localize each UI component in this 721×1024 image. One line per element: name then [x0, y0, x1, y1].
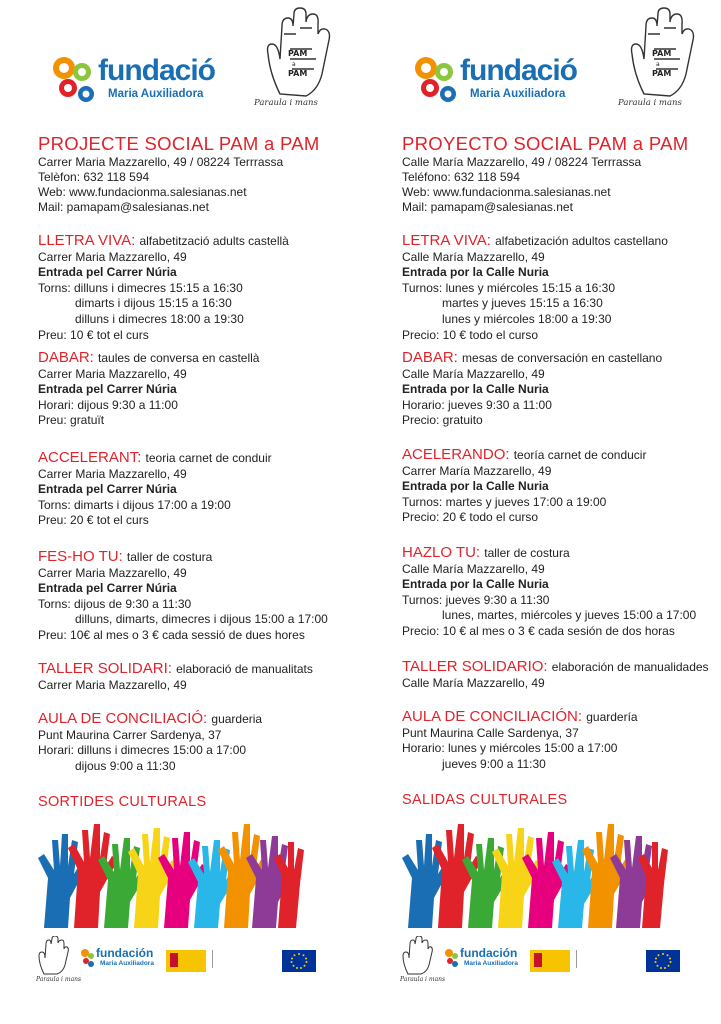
section-heading: ACELERANDO: teoría carnet de conducir: [402, 446, 647, 463]
ministry-logo-2: [212, 950, 252, 968]
fund-word: fundación: [96, 946, 154, 960]
section-price: Preu: 10 € tot el curs: [38, 327, 149, 342]
section-address: Carrer María Mazzarello, 49: [402, 463, 552, 478]
svg-text:PAM: PAM: [288, 49, 308, 58]
schedule-line: Turnos: martes y jueves 17:00 a 19:00: [402, 494, 607, 509]
section-taller-solidario: [402, 659, 709, 691]
hand-logo-icon: [260, 4, 340, 104]
section-fes-ho-tu: [38, 549, 328, 644]
section-entrance: Entrada por la Calle Nuria: [402, 479, 549, 494]
section-letra-viva: [402, 233, 668, 343]
contact-block: [402, 155, 641, 215]
page-title: PROYECTO SOCIAL PAM a PAM: [402, 133, 689, 154]
section-aula-conciliacio: [38, 711, 262, 774]
svg-text:PAM: PAM: [652, 49, 672, 58]
ministry-logo-2: [576, 950, 616, 968]
page-title: PROJECTE SOCIAL PAM a PAM: [38, 133, 320, 154]
schedule-line: lunes, martes, miércoles y jueves 15:00 a 17:00: [442, 608, 697, 623]
hand-caption: Paraula i mans: [254, 98, 318, 108]
section-heading: LLETRA VIVA: alfabetització adults castellà: [38, 232, 289, 249]
fund-sub: Maria Auxiliadora: [100, 960, 154, 967]
logo-subtitle: Maria Auxiliadora: [108, 88, 204, 100]
schedule-line: Horario: lunes y miércoles 15:00 a 17:00: [402, 741, 618, 756]
fundacio-logo: [48, 52, 238, 108]
section-heading: DABAR: mesas de conversación en castellano: [402, 349, 663, 366]
section-address: Carrer Maria Mazzarello, 49: [38, 677, 187, 692]
swirl-logo-icon: [48, 52, 102, 106]
schedule-line: Turnos: jueves 9:30 a 11:30: [402, 592, 550, 607]
section-address: Punt Maurina Carrer Sardenya, 37: [38, 727, 222, 742]
section-lletra-viva: [38, 233, 289, 343]
schedule-line: Turnos: lunes y miércoles 15:15 a 16:30: [402, 280, 616, 295]
svg-text:PAM: PAM: [652, 69, 672, 78]
section-entrance: Entrada por la Calle Nuria: [402, 577, 549, 592]
schedule-line: Horario: jueves 9:30 a 11:00: [402, 397, 552, 412]
section-address: Calle María Mazzarello, 49: [402, 561, 545, 576]
section-entrance: Entrada pel Carrer Núria: [38, 581, 177, 596]
colorful-hands-image: [398, 818, 668, 928]
fundacion-logo-small: [80, 946, 158, 976]
schedule-line: lunes y miércoles 18:00 a 19:30: [442, 311, 612, 326]
swirl-small-icon: [80, 948, 96, 968]
cultural-outings-title: SORTIDES CULTURALS: [38, 794, 207, 810]
section-address: Calle María Mazzarello, 49: [402, 366, 545, 381]
section-address: Calle María Mazzarello, 49: [402, 675, 545, 690]
swirl-small-icon: [444, 948, 460, 968]
section-address: Carrer Maria Mazzarello, 49: [38, 466, 187, 481]
section-aula-conciliacion: [402, 709, 638, 772]
logo-subtitle: Maria Auxiliadora: [470, 88, 566, 100]
section-price: Precio: 10 € todo el curso: [402, 327, 539, 342]
column-spanish: [386, 0, 721, 1024]
schedule-line: Torns: dilluns i dimecres 15:15 a 16:30: [38, 280, 243, 295]
section-address: Carrer Maria Mazzarello, 49: [38, 249, 187, 264]
hand-logo-small-icon: [36, 936, 72, 976]
fund-sub: Maria Auxiliadora: [464, 960, 518, 967]
logo-word: fundació: [98, 54, 215, 87]
address: Calle María Mazzarello, 49 / 08224 Terrrassa: [402, 155, 642, 169]
section-acelerando: [402, 447, 646, 526]
section-price: Preu: gratuït: [38, 413, 105, 428]
web-link[interactable]: Web: www.fundacionma.salesianas.net: [402, 185, 611, 199]
hand-logo-icon: [624, 4, 704, 104]
section-accelerant: [38, 450, 272, 529]
mail-link[interactable]: Mail: pamapam@salesianas.net: [38, 200, 209, 214]
section-hazlo-tu: [402, 545, 696, 640]
phone: Teléfono: 632 118 594: [402, 170, 520, 184]
section-heading: ACCELERANT: teoria carnet de conduir: [38, 449, 272, 466]
schedule-line: dilluns i dimecres 18:00 a 19:30: [75, 311, 244, 326]
hand-caption: Paraula i mans: [618, 98, 682, 108]
section-heading: AULA DE CONCILIACIÓN: guardería: [402, 708, 638, 725]
fundacio-logo: [410, 52, 600, 108]
column-catalan: [22, 0, 362, 1024]
schedule-line: dijous 9:00 a 11:30: [75, 758, 176, 773]
section-address: Punt Maurina Calle Sardenya, 37: [402, 725, 579, 740]
schedule-line: Horari: dijous 9:30 a 11:00: [38, 397, 178, 412]
section-entrance: Entrada pel Carrer Núria: [38, 382, 177, 397]
ministry-logo: [166, 950, 266, 974]
mail-link[interactable]: Mail: pamapam@salesianas.net: [402, 200, 573, 214]
fundacion-logo-small: [444, 946, 522, 976]
eu-flag-icon: [282, 950, 316, 972]
section-address: Carrer Maria Mazzarello, 49: [38, 366, 187, 381]
schedule-line: Horari: dilluns i dimecres 15:00 a 17:00: [38, 743, 247, 758]
swirl-logo-icon: [410, 52, 464, 106]
footer-logos: [400, 936, 720, 996]
cultural-outings-title: SALIDAS CULTURALES: [402, 792, 568, 808]
spain-shield-icon: [170, 953, 178, 967]
logo-word: fundació: [460, 54, 577, 87]
section-heading: AULA DE CONCILIACIÓ: guarderia: [38, 710, 263, 727]
section-dabar: [402, 350, 662, 429]
section-taller-solidari: [38, 661, 313, 693]
address: Carrer Maria Mazzarello, 49 / 08224 Terrrassa: [38, 155, 284, 169]
colorful-hands-image: [34, 818, 304, 928]
schedule-line: martes y jueves 15:15 a 16:30: [442, 296, 603, 311]
section-entrance: Entrada por la Calle Nuria: [402, 382, 549, 397]
fund-word: fundación: [460, 946, 518, 960]
phone: Telèfon: 632 118 594: [38, 170, 150, 184]
hand-caption-small: Paraula i mans: [36, 976, 82, 983]
schedule-line: jueves 9:00 a 11:30: [442, 756, 546, 771]
section-heading: TALLER SOLIDARI: elaboració de manualitats: [38, 660, 313, 677]
section-address: Carrer Maria Mazzarello, 49: [38, 565, 187, 580]
section-entrance: Entrada por la Calle Nuria: [402, 265, 549, 280]
schedule-line: dilluns, dimarts, dimecres i dijous 15:00 a 17:00: [75, 612, 328, 627]
schedule-line: dimarts i dijous 15:15 a 16:30: [75, 296, 232, 311]
ministry-logo: [530, 950, 630, 974]
section-price: Preu: 20 € tot el curs: [38, 513, 149, 528]
section-price: Precio: gratuito: [402, 413, 483, 428]
spain-shield-icon: [534, 953, 542, 967]
section-heading: TALLER SOLIDARIO: elaboración de manualidades: [402, 658, 709, 675]
hand-logo-small-icon: [400, 936, 436, 976]
schedule-line: Torns: dimarts i dijous 17:00 a 19:00: [38, 497, 231, 512]
section-entrance: Entrada pel Carrer Núria: [38, 265, 177, 280]
section-heading: FES-HO TU: taller de costura: [38, 548, 213, 565]
eu-flag-icon: [646, 950, 680, 972]
section-address: Calle María Mazzarello, 49: [402, 249, 545, 264]
section-dabar: [38, 350, 259, 429]
section-price: Preu: 10€ al mes o 3 € cada sessió de dues hores: [38, 627, 305, 642]
svg-text:a: a: [292, 61, 296, 68]
svg-text:a: a: [656, 61, 660, 68]
section-heading: DABAR: taules de conversa en castellà: [38, 349, 260, 366]
section-entrance: Entrada pel Carrer Núria: [38, 482, 177, 497]
footer-logos: [36, 936, 356, 996]
web-link[interactable]: Web: www.fundacionma.salesianas.net: [38, 185, 247, 199]
section-price: Precio: 20 € todo el curso: [402, 510, 539, 525]
contact-block: [38, 155, 283, 215]
section-heading: LETRA VIVA: alfabetización adultos castellano: [402, 232, 668, 249]
hand-caption-small: Paraula i mans: [400, 976, 446, 983]
section-heading: HAZLO TU: taller de costura: [402, 544, 570, 561]
section-price: Precio: 10 € al mes o 3 € cada sesión de dos horas: [402, 623, 675, 638]
schedule-line: Torns: dijous de 9:30 a 11:30: [38, 596, 192, 611]
svg-text:PAM: PAM: [288, 69, 308, 78]
